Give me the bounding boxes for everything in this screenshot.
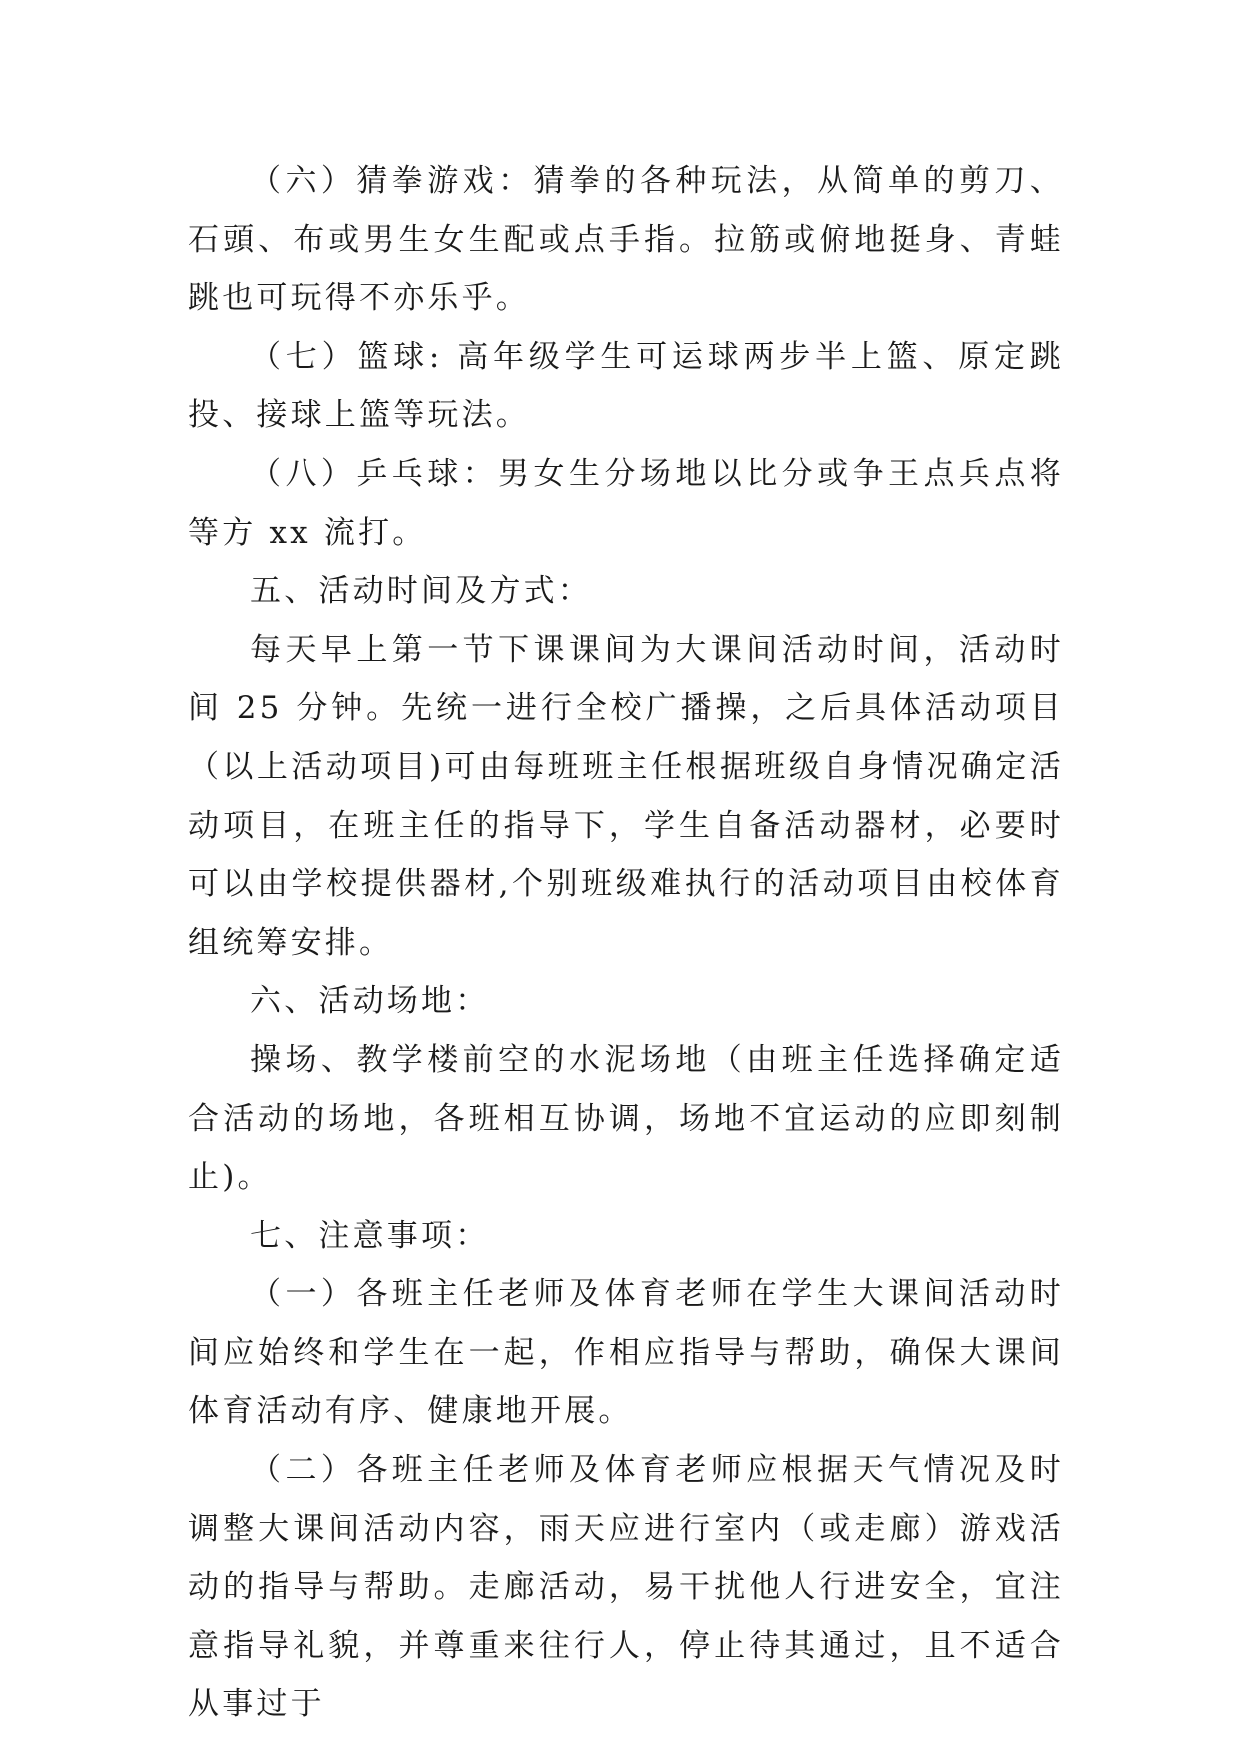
paragraph-precaution-1: （一）各班主任老师及体育老师在学生大课间活动时间应始终和学生在一起，作相应指导与帮助，确保大课间体育活动有序、健康地开展。 [188,1276,1064,1430]
heading-precautions: 七、注意事项： [250,1217,490,1254]
heading-activity-time: 五、活动时间及方式： [250,573,592,610]
heading-activity-venue: 六、活动场地： [250,983,490,1020]
document-body [188,152,1064,1734]
paragraph-activity-venue: 操场、教学楼前空的水泥场地（由班主任选择确定适合活动的场地，各班相互协调，场地不宜运动的应即刻制止)。 [188,1041,1064,1196]
paragraph-rock-paper-scissors: （六）猜拳游戏：猜拳的各种玩法，从简单的剪刀、石頭、布或男生女生配或点手指。拉筋或俯地挺身、青蛙跳也可玩得不亦乐乎。 [188,163,1064,317]
paragraph-table-tennis: （八）乒乓球：男女生分场地以比分或争王点兵点将等方 xx 流打。 [188,455,1064,551]
paragraph-precaution-2: （二）各班主任老师及体育老师应根据天气情况及时调整大课间活动内容，雨天应进行室内（或走廊）游戏活动的指导与帮助。走廊活动，易干扰他人行进安全，宜注意指导礼貌，并尊重来往行人，停止待其通过，且不适合从事过于 [188,1452,1064,1723]
paragraph-basketball: （七）篮球: 高年级学生可运球两步半上篮、原定跳投、接球上篮等玩法。 [188,338,1064,434]
paragraph-activity-time: 每天早上第一节下课课间为大课间活动时间，活动时间 25 分钟。先统一进行全校广播操，之后具体活动项目（以上活动项目)可由每班班主任根据班级自身情况确定活动项目，在班主任的指导下，学生自备活动器材，必要时可以由学校提供器材,个别班级难执行的活动项目由校体育组统筹安排。 [188,631,1064,961]
